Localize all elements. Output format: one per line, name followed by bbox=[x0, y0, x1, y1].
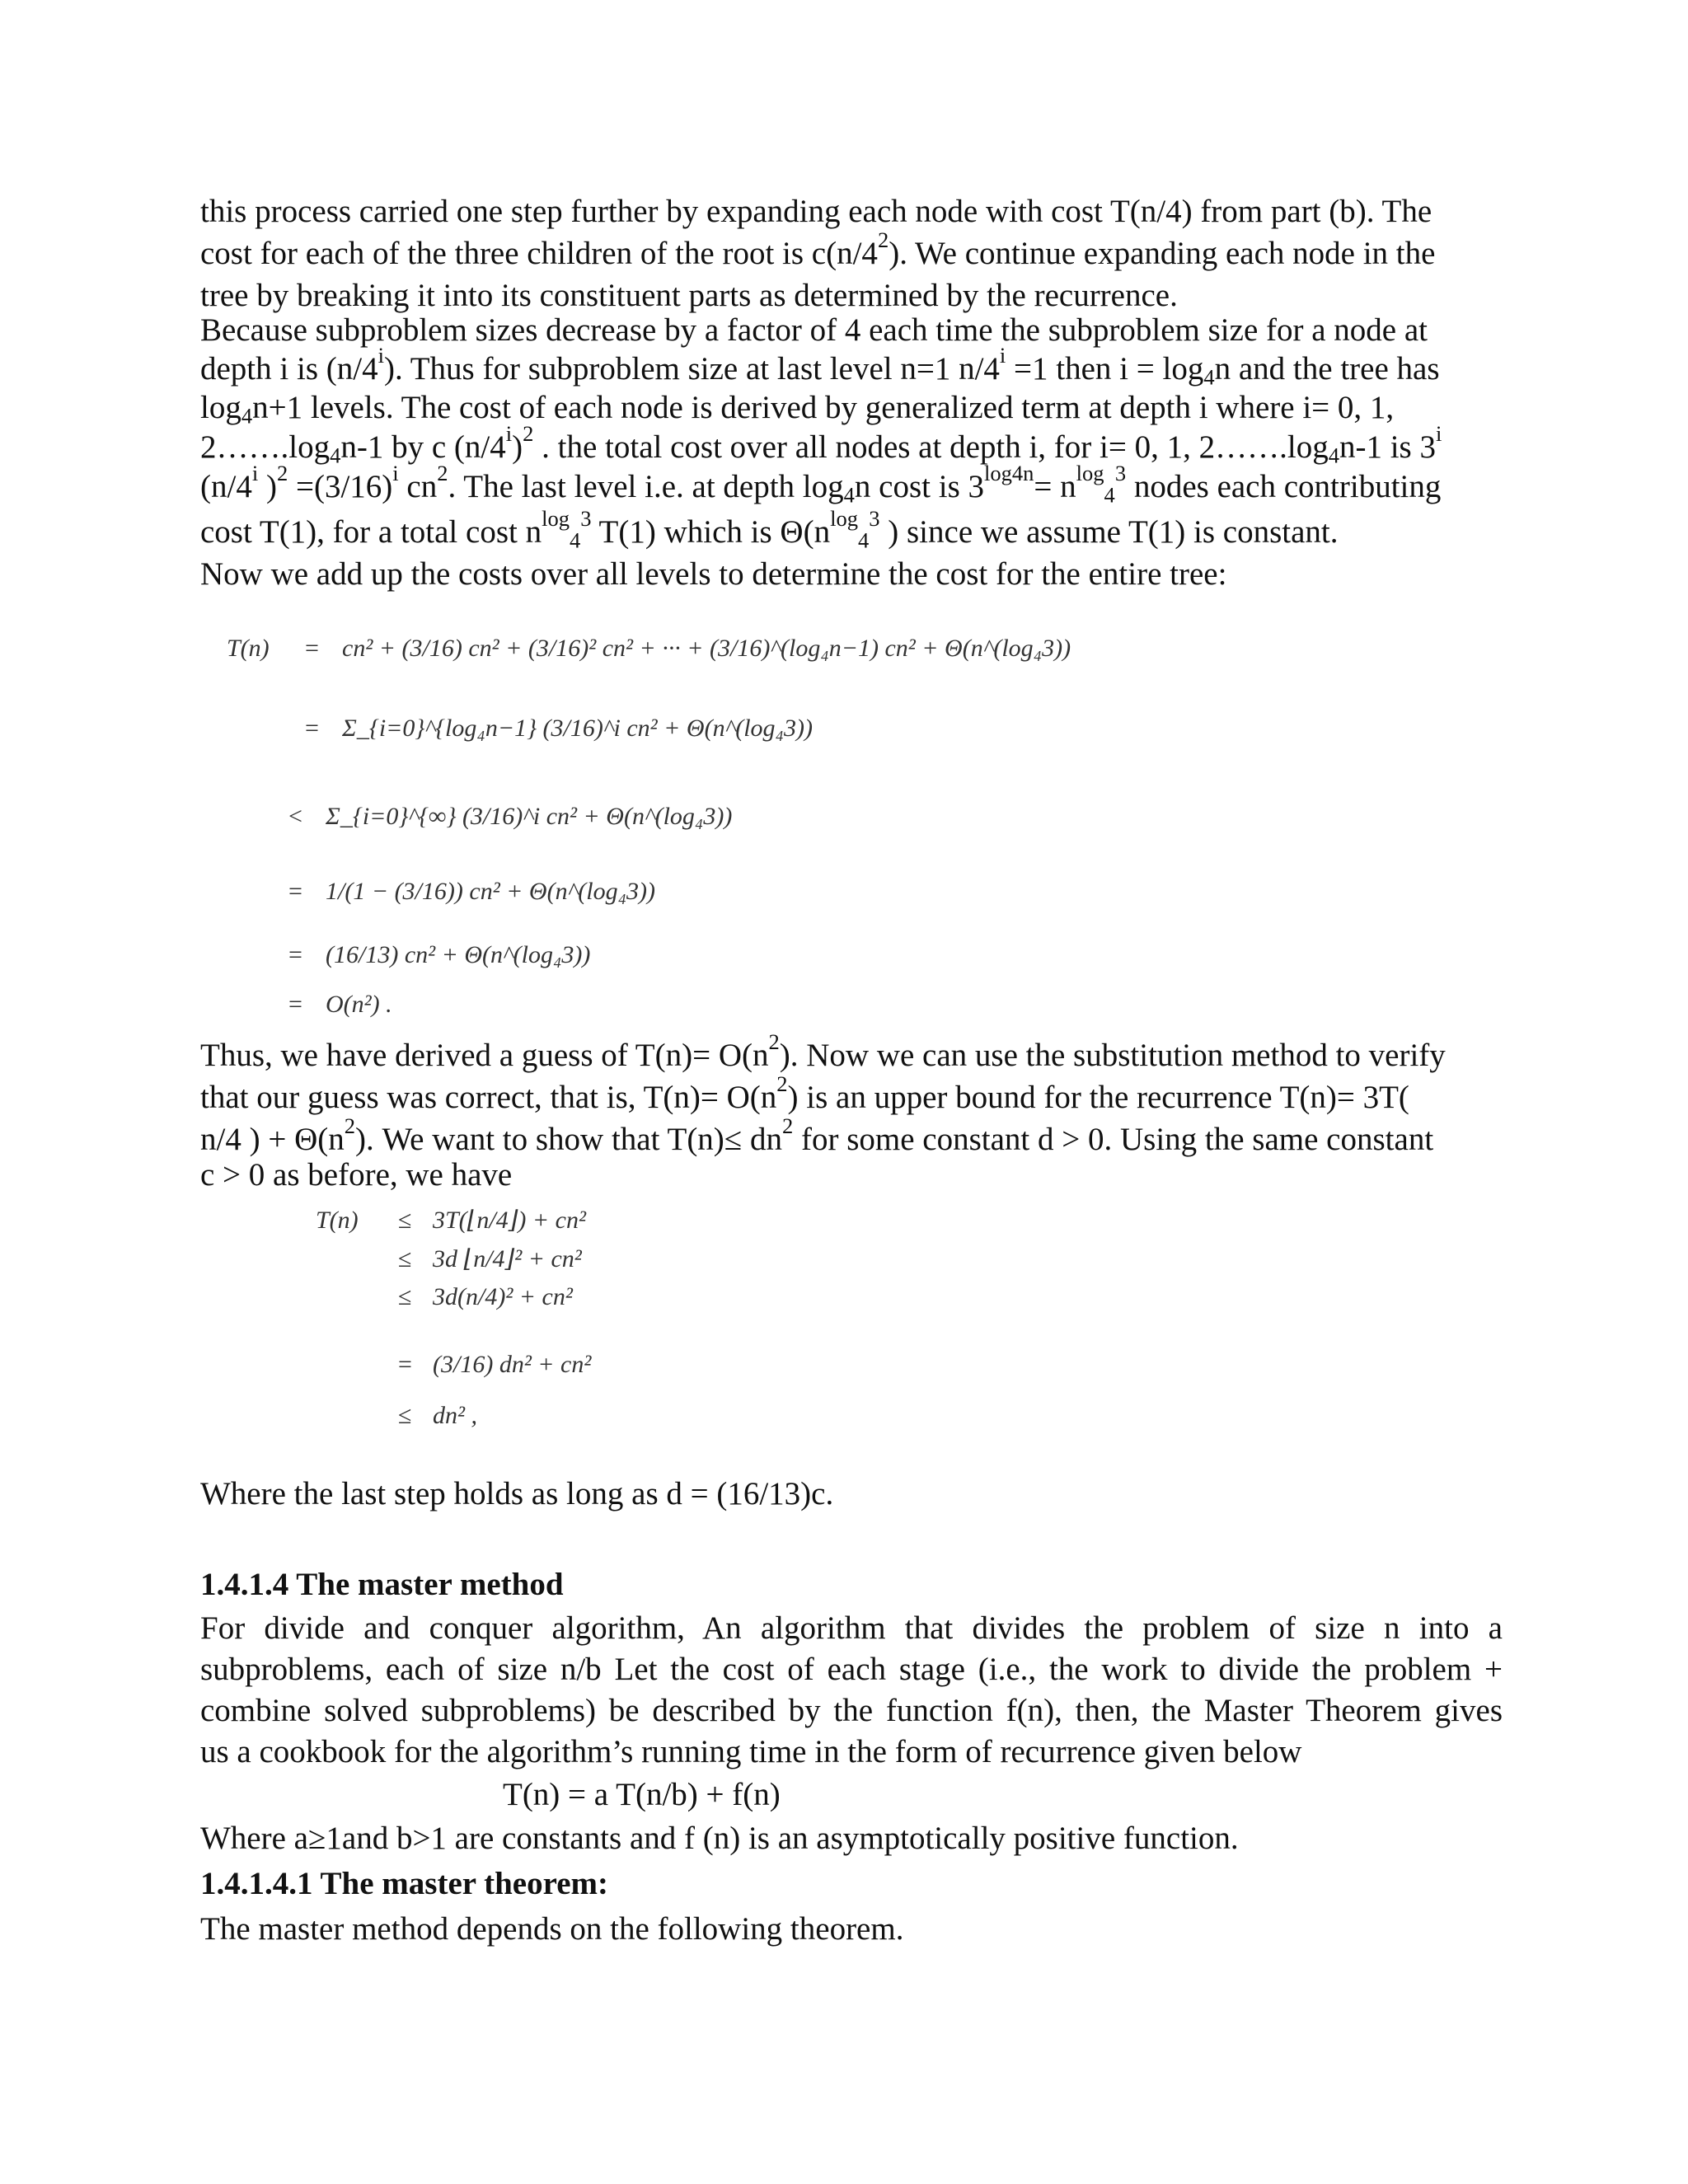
svg-text:≤: ≤ bbox=[398, 1207, 412, 1234]
sum-eq-lhs: T(n) bbox=[227, 635, 270, 662]
para2-line4: $2\dots\dots.\log_4n-1$ by c $(n/4^i)^2$ . the total cost over all nodes at depth i, for i= 0, 1, $2\dots\dots.\log_4n-1$ is 3$^i$ bbox=[200, 421, 1442, 468]
sum-eq-row4: 1/(1 − (3/16)) cn² + Θ(n^(log₄3)) bbox=[326, 878, 655, 905]
sub-eq-row2: 3d ⌊n/4⌋² + cn² bbox=[433, 1245, 582, 1272]
para5-line1: For divide and conquer algorithm, An algorithm that divides the problem of size n into a bbox=[200, 1610, 1503, 1646]
svg-text:≤: ≤ bbox=[398, 1402, 412, 1429]
svg-text:≤: ≤ bbox=[398, 1283, 412, 1310]
para4: Where the last step holds as long as d = (16/13)c. bbox=[200, 1476, 834, 1511]
heading-master-method: 1.4.1.4 The master method bbox=[200, 1567, 564, 1602]
para3-line4: c > 0 as before, we have bbox=[200, 1157, 513, 1193]
para3-line2: that our guess was correct, that is, $T(n)= O(n^2)$ is an upper bound for the recurrence T(n)= 3T( bbox=[200, 1071, 1409, 1115]
substitution-equation bbox=[309, 1199, 771, 1438]
para3-line1: Thus, we have derived a guess of $T(n)= O(n^2)$. Now we can use the substitution method to verify bbox=[200, 1029, 1446, 1073]
sub-eq-row5: dn² , bbox=[433, 1402, 477, 1429]
svg-text:=: = bbox=[288, 941, 302, 968]
para2-line3: $\log_4n+1$ levels. The cost of each node is derived by generalized term at depth i where i= 0, 1, bbox=[200, 390, 1395, 429]
sum-eq-row1: cn² + (3/16) cn² + (3/16)² cn² + ··· + (3/16)^(log₄n−1) cn² + Θ(n^(log₄3)) bbox=[342, 635, 1071, 662]
para2-line7: Now we add up the costs over all levels to determine the cost for the entire tree: bbox=[200, 556, 1227, 592]
svg-text:=: = bbox=[288, 878, 302, 905]
svg-text:=: = bbox=[288, 991, 302, 1018]
para7: The master method depends on the following theorem. bbox=[200, 1911, 904, 1947]
svg-text:=: = bbox=[398, 1351, 412, 1378]
para5-line3: combine solved subproblems) be described by the function f(n), then, the Master Theorem gives bbox=[200, 1693, 1503, 1728]
para6: Where a≥1and b>1 are constants and f (n) is an asymptotically positive function. bbox=[200, 1821, 1239, 1856]
para2-line1: Because subproblem sizes decrease by a factor of 4 each time the subproblem size for a node at bbox=[200, 312, 1428, 348]
sum-eq-row5: (16/13) cn² + Θ(n^(log₄3)) bbox=[326, 941, 591, 968]
para2-line2: depth i is (n/4$^i$). Thus for subproblem size at last level n=1 $n/4^i =1$ then $i = \log_4n$ and the tree has bbox=[200, 343, 1440, 390]
para1-line3: tree by breaking it into its constituent parts as determined by the recurrence. bbox=[200, 278, 1178, 313]
svg-text:≤: ≤ bbox=[398, 1245, 412, 1272]
para3-line3: n/4 ) + $\Theta(n^2)$. We want to show that $T(n)\le dn^2$ for some constant d > 0. Using the same constant bbox=[200, 1113, 1434, 1157]
para5-line4: us a cookbook for the algorithm’s running time in the form of recurrence given below bbox=[200, 1734, 1302, 1769]
svg-text:<: < bbox=[288, 803, 302, 830]
sum-eq-row6: O(n²) . bbox=[326, 991, 392, 1018]
sub-eq-lhs: T(n) bbox=[316, 1207, 359, 1234]
master-recurrence: T(n) = a T(n/b) + f(n) bbox=[503, 1777, 781, 1812]
svg-text:=: = bbox=[305, 635, 319, 662]
para5-line2: subproblems, each of size n/b Let the cost of each stage (i.e., the work to divide the problem + bbox=[200, 1652, 1503, 1687]
sum-eq-row2: Σ_{i=0}^{log₄n−1} (3/16)^i cn² + Θ(n^(log₄3)) bbox=[342, 715, 813, 742]
sub-eq-row3: 3d(n/4)² + cn² bbox=[433, 1283, 573, 1310]
svg-text:=: = bbox=[305, 715, 319, 742]
cost-summation-equation bbox=[218, 608, 1084, 1029]
para1-line1: this process carried one step further by expanding each node with cost T(n/4) from part (b). The bbox=[200, 194, 1432, 229]
sub-eq-row1: 3T(⌊n/4⌋) + cn² bbox=[433, 1207, 586, 1234]
para1-line2: cost for each of the three children of the root is $c(n/4^2)$. We continue expanding each node in the bbox=[200, 227, 1436, 271]
sub-eq-row4: (3/16) dn² + cn² bbox=[433, 1351, 592, 1378]
sum-eq-row3: Σ_{i=0}^{∞} (3/16)^i cn² + Θ(n^(log₄3)) bbox=[326, 803, 733, 830]
heading-master-theorem: 1.4.1.4.1 The master theorem: bbox=[200, 1866, 609, 1901]
para2-line5: (n/4$^i$ )$^2 =(3/16)^i$ $cn^2$. The last level i.e. at depth $\log_4n$ cost is $3^{log4n}= n^{log}_4^3$ nodes each contributing bbox=[200, 461, 1442, 508]
para2-line6: cost T(1), for a total cost $n^{log}_4^3$ T(1) which is $\Theta(n^{log}_4^3$ ) since we assume T(1) is constant. bbox=[200, 506, 1339, 553]
